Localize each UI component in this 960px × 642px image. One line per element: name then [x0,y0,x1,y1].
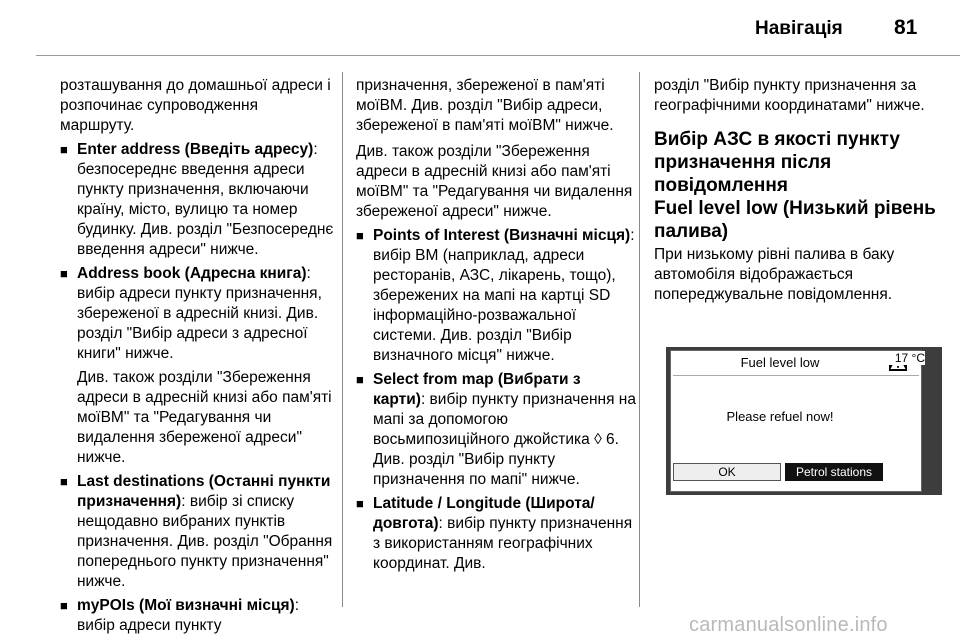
column-1 [60,76,335,640]
temperature-readout: 17 °C [887,351,925,365]
watermark: carmanualsonline.info [689,614,888,636]
column-3 [654,76,954,305]
bullet-icon: ■ [60,474,68,489]
list-item-text: : безпосереднє введення адреси пункту призначення, включаючи країну, місто, вулицю та номер будинку. Див. розділ "Безпосереднє введення адреси" нижче. [77,141,334,258]
list-item [60,596,335,636]
section-heading: Вибір АЗС в якості пункту призначення після повідомлення [654,129,900,196]
list-item-term: Enter address (Введіть адресу) [77,141,314,158]
bullet-icon: ■ [60,266,68,281]
bullet-icon: ■ [60,598,68,613]
page-header-title: Навігація [755,18,843,39]
list-item [60,264,335,468]
bullet-icon: ■ [356,228,364,243]
list-item [356,494,636,574]
col2-continuation-2: Див. також розділи "Збереження адреси в адресній книзі або пам'яті моїВМ" та "Редагування чи видалення збереженої адреси" нижче. [356,143,633,220]
list-item-term: Last destinations (Останні пункти призначення) [77,473,331,510]
section-text: При низькому рівні палива в баку автомобіля відображається попереджувальне повідомлення. [654,246,895,303]
list-item-text: : вибір зі списку нещодавно вибраних пунктів призначення. Див. розділ "Обрання попереднього пункту призначення" нижче. [77,493,333,590]
display-screen [670,350,922,492]
list-item [356,226,636,366]
list-item-text: : вибір пункту призначення з використанням географічних координат. Див. [373,515,633,572]
col1-continuation: розташування до домашньої адреси і розпочинає супроводження маршруту. [60,77,331,134]
bullet-icon: ■ [356,496,364,511]
list-item-term: Latitude / Longitude (Широта/довгота) [373,495,595,532]
column-divider-2 [639,72,640,607]
ok-button[interactable]: OK [673,463,781,481]
list-item-term: Address book (Адресна книга) [77,265,307,282]
list-item-term: myPOIs (Мої визначні місця) [77,597,295,614]
list-item-subparagraph: Див. також розділи "Збереження адреси в адресній книзі або пам'яті моїВМ" та "Редагування чи видалення збереженої адреси" нижче. [77,369,332,466]
screen-message: Please refuel now! [726,409,834,424]
column-divider-1 [342,72,343,607]
header-divider [36,55,960,56]
petrol-stations-button[interactable]: Petrol stations [785,463,883,481]
list-item-term: Select from map (Вибрати з карти) [373,371,581,408]
list-item-text: : вибір пункту призначення на мапі за допомогою восьмипозиційного джойстика ◊ 6. Див. розділ "Вибір пункту призначення по мапі" нижче. [373,391,636,488]
screen-title-divider [673,375,919,376]
col3-continuation: розділ "Вибір пункту призначення за географічними координатами" нижче. [654,77,925,114]
screen-illustration [654,313,946,528]
list-item-text: : вибір ВМ (наприклад, адреси ресторанів, АЗС, лікарень, тощо), збережених на мапі на картці SD інформаційно-розважальної системи. Див. розділ "Вибір визначного місця" нижче. [373,227,635,364]
list-item-term: Points of Interest (Визначні місця) [373,227,631,244]
bullet-icon: ■ [60,142,68,157]
section-subheading: Fuel level low (Низький рівень палива) [654,198,936,242]
bullet-icon: ■ [356,372,364,387]
screen-title: Fuel level low [740,355,820,370]
col2-continuation: призначення, збереженої в пам'яті моїВМ. Див. розділ "Вибір адреси, збереженої в пам'яті моїВМ" нижче. [356,77,614,134]
list-item-text: : вибір адреси пункту призначення, збереженої в адресній книзі. Див. розділ "Вибір адреси з адресної книги" нижче. [77,265,322,362]
column-2 [356,76,636,578]
list-item [60,472,335,592]
page-number: 81 [894,16,918,39]
list-item [60,140,335,260]
list-item-text: : вибір адреси пункту [77,597,300,634]
list-item [356,370,636,490]
